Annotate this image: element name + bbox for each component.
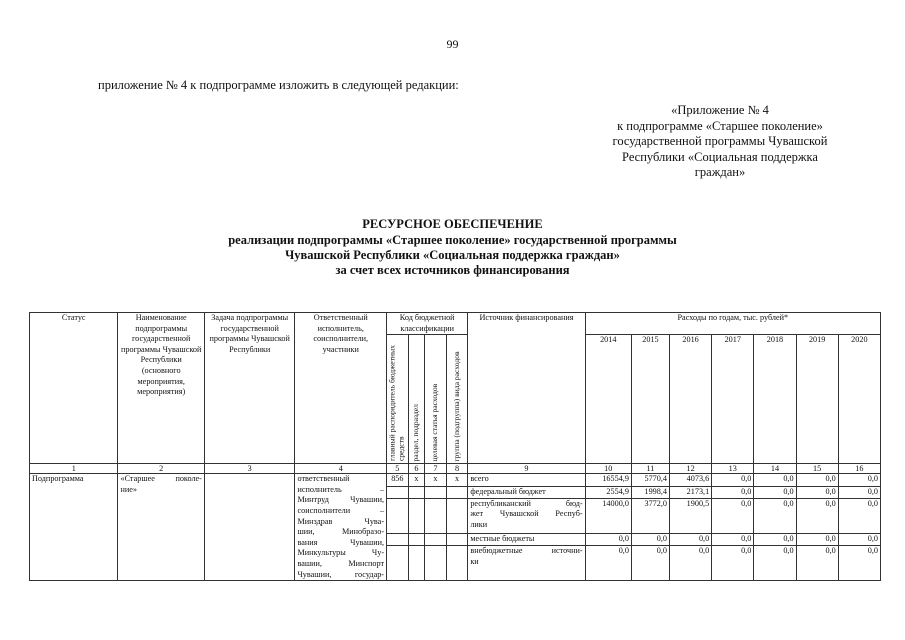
column-number: 4	[295, 464, 387, 474]
code-cell	[387, 533, 409, 545]
column-number: 11	[631, 464, 669, 474]
value-cell: 0,0	[796, 533, 838, 545]
executor-line: вания Чувашии,	[297, 537, 385, 547]
source-line: внебюджетные источни-	[470, 546, 583, 556]
column-number: 5	[387, 464, 409, 474]
value-cell: 0,0	[631, 546, 669, 581]
code-cell	[446, 546, 468, 581]
column-number: 13	[712, 464, 754, 474]
value-cell: 1998,4	[631, 486, 669, 498]
column-number: 16	[838, 464, 880, 474]
page-number: 99	[446, 37, 459, 51]
header-year: 2017	[712, 335, 754, 464]
executor-line: Чувашии, государ-	[297, 569, 385, 579]
header-executor: Ответственный исполнитель, соисполнители, участники	[295, 313, 387, 464]
column-number: 9	[468, 464, 585, 474]
header-year: 2020	[838, 335, 880, 464]
value-cell: 4073,6	[669, 474, 711, 486]
value-cell: 0,0	[796, 486, 838, 498]
value-cell: 0,0	[669, 533, 711, 545]
value-cell: 0,0	[796, 474, 838, 486]
column-number: 3	[204, 464, 295, 474]
header-code-main-manager: главный распорядитель бюджетных средств	[387, 335, 409, 464]
value-cell: 0,0	[712, 533, 754, 545]
code-cell	[408, 486, 424, 498]
executor-line: шии, Минобразо-	[297, 527, 385, 537]
value-cell: 0,0	[754, 474, 796, 486]
header-year: 2015	[631, 335, 669, 464]
value-cell: 0,0	[712, 546, 754, 581]
appendix-line: государственной программы Чувашской	[612, 134, 828, 148]
header-code-group: группа (подгруппа) вида расходов	[446, 335, 468, 464]
header-year: 2016	[669, 335, 711, 464]
value-cell: 0,0	[838, 546, 880, 581]
code-cell	[425, 546, 447, 581]
executor-line: соисполнители –	[297, 505, 385, 515]
appendix-line: к подпрограмме «Старшее поколение»	[617, 118, 823, 133]
source-line: ки	[470, 556, 479, 566]
source-line: республиканский бюд-	[470, 498, 583, 508]
source-cell	[468, 546, 585, 581]
appendix-line: граждан»	[694, 165, 746, 179]
source-line: жет Чувашской Респуб-	[470, 509, 583, 519]
value-cell: 0,0	[796, 546, 838, 581]
code-cell	[446, 498, 468, 533]
source-cell: всего	[468, 474, 585, 486]
executor-line: Минздрав Чува-	[297, 516, 385, 526]
header-year: 2019	[796, 335, 838, 464]
code-cell	[408, 546, 424, 581]
value-cell: 0,0	[838, 533, 880, 545]
value-cell: 5770,4	[631, 474, 669, 486]
header-source: Источник финансирования	[468, 313, 585, 464]
value-cell: 0,0	[712, 486, 754, 498]
value-cell: 14000,0	[585, 498, 631, 533]
appendix-line: Республики «Социальная поддержка	[622, 149, 818, 164]
code-cell	[425, 498, 447, 533]
value-cell: 0,0	[631, 533, 669, 545]
value-cell: 0,0	[585, 546, 631, 581]
code-cell: 856	[387, 474, 409, 486]
header-name: Наименование подпрограммы государственной программы Чувашской Республики (основного мероприятия, мероприятия)	[118, 313, 204, 464]
value-cell: 0,0	[754, 486, 796, 498]
source-cell: местные бюджеты	[468, 533, 585, 545]
task-cell	[204, 474, 295, 581]
value-cell: 2554,9	[585, 486, 631, 498]
subprogram-name-cell	[118, 474, 204, 581]
code-cell: x	[425, 474, 447, 486]
value-cell: 1900,5	[669, 498, 711, 533]
value-cell: 3772,0	[631, 498, 669, 533]
source-cell	[468, 498, 585, 533]
column-number: 15	[796, 464, 838, 474]
value-cell: 0,0	[754, 533, 796, 545]
header-year: 2018	[754, 335, 796, 464]
value-cell: 0,0	[754, 546, 796, 581]
code-cell: x	[446, 474, 468, 486]
column-number: 14	[754, 464, 796, 474]
value-cell: 0,0	[712, 474, 754, 486]
column-number: 6	[408, 464, 424, 474]
source-line: лики	[470, 520, 488, 530]
value-cell: 0,0	[838, 486, 880, 498]
code-cell	[446, 533, 468, 545]
document-subtitle: за счет всех источников финансирования	[335, 263, 570, 277]
executor-cell	[295, 474, 387, 581]
source-cell: федеральный бюджет	[468, 486, 585, 498]
header-code-section: раздел, подраздел	[408, 335, 424, 464]
code-cell: x	[408, 474, 424, 486]
value-cell: 16554,9	[585, 474, 631, 486]
value-cell: 0,0	[669, 546, 711, 581]
executor-line: ответственный	[297, 474, 350, 484]
code-cell	[387, 486, 409, 498]
value-cell: 0,0	[585, 533, 631, 545]
value-cell: 0,0	[838, 474, 880, 486]
value-cell: 0,0	[796, 498, 838, 533]
name-line: «Старшее поколе-	[120, 474, 202, 484]
value-cell: 0,0	[754, 498, 796, 533]
name-line: ние»	[120, 484, 137, 494]
value-cell: 0,0	[838, 498, 880, 533]
code-cell	[446, 486, 468, 498]
column-number: 7	[425, 464, 447, 474]
header-budget-code: Код бюджетной классификации	[387, 313, 468, 335]
code-cell	[408, 498, 424, 533]
value-cell: 0,0	[712, 498, 754, 533]
column-number: 10	[585, 464, 631, 474]
code-cell	[425, 533, 447, 545]
appendix-reference	[575, 103, 865, 181]
status-cell: Подпрограмма	[30, 474, 118, 581]
code-cell	[425, 486, 447, 498]
resource-table	[29, 312, 881, 581]
document-subtitle: Чувашской Республики «Социальная поддержка граждан»	[285, 248, 620, 262]
header-year: 2014	[585, 335, 631, 464]
executor-line: Минкультуры Чу-	[297, 548, 385, 558]
column-number: 2	[118, 464, 204, 474]
code-cell	[387, 546, 409, 581]
column-number: 1	[30, 464, 118, 474]
document-subtitle: реализации подпрограммы «Старшее поколение» государственной программы	[228, 233, 677, 247]
appendix-line: «Приложение № 4	[671, 103, 769, 117]
executor-line: Минтруд Чувашии,	[297, 495, 385, 505]
header-status: Статус	[30, 313, 118, 464]
column-number: 12	[669, 464, 711, 474]
code-cell	[387, 498, 409, 533]
executor-line: исполнитель –	[297, 484, 385, 494]
header-expenses: Расходы по годам, тыс. рублей*	[585, 313, 880, 335]
header-task: Задача подпрограммы государственной программы Чувашской Республики	[204, 313, 295, 464]
executor-line: вашии, Минспорт	[297, 558, 385, 568]
header-code-target: целевая статья расходов	[425, 335, 447, 464]
column-number: 8	[446, 464, 468, 474]
value-cell: 2173,1	[669, 486, 711, 498]
intro-text: приложение № 4 к подпрограмме изложить в следующей редакции:	[98, 78, 459, 92]
code-cell	[408, 533, 424, 545]
document-title: РЕСУРСНОЕ ОБЕСПЕЧЕНИЕ	[362, 217, 543, 231]
table-row	[30, 474, 881, 486]
